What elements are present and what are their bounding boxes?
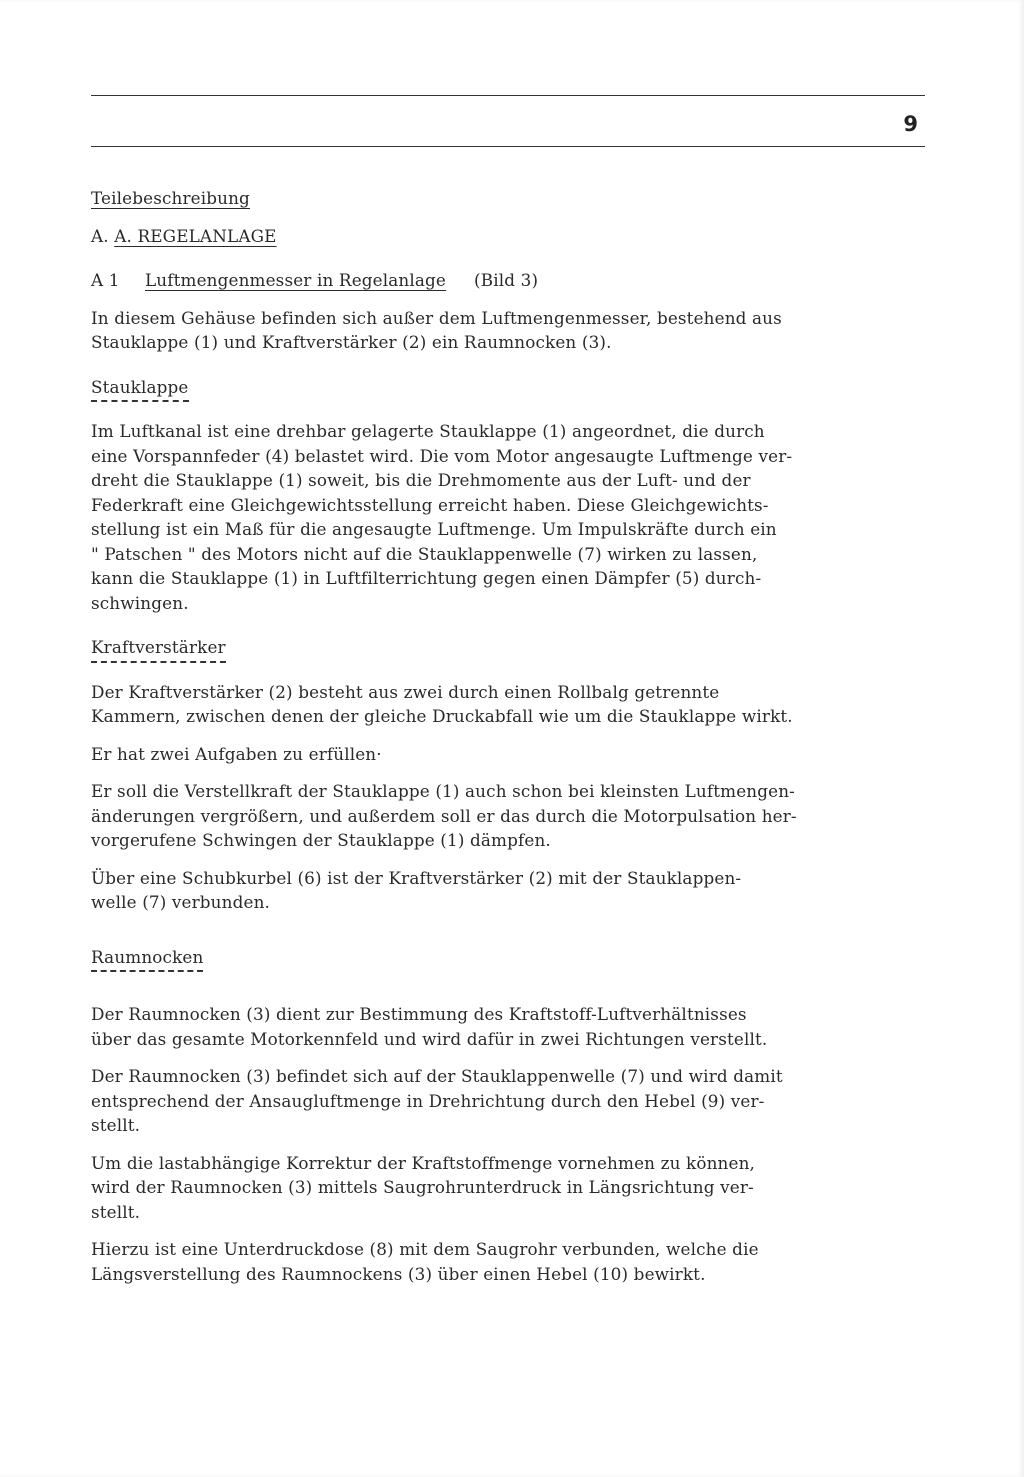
kraftverstaerker-paragraph-4: Über eine Schubkurbel (6) ist der Kraftverstärker (2) mit der Stauklappen- welle (7) verbunden.: [91, 867, 742, 912]
a1-title: Luftmengenmesser in Regelanlage: [145, 270, 447, 290]
raumnocken-heading: Raumnocken: [91, 945, 927, 973]
stauklappe-paragraph: Im Luftkanal ist eine drehbar gelagerte Stauklappe (1) angeordnet, die durch eine Vorspannfeder (4) belastet wird. Die vom Motor angesaugte Luftmenge ver- dreht die Stauklappe (1) soweit, bis die Drehmomente aus der Luft- und der Federkraft eine Gleichgewichtsstellung erreicht haben. Diese Gleichgewichts- stellung ist ein Maß für die angesaugte Luftmenge. Um Impulskräfte durch ein " Patschen " des Motors nicht auf die Stauklappenwelle (7) wirken zu lassen, kann die Stauklappe (1) in Luftfilterrichtung gegen einen Dämpfer (5) durch- schwingen.: [91, 421, 793, 613]
raumnocken-paragraph-4: Hierzu ist eine Unterdruckdose (8) mit dem Saugrohr verbunden, welche die Längsverstellung des Raumnockens (3) über einen Hebel (10) bewirkt.: [91, 1239, 759, 1284]
raumnocken-paragraph-1: Der Raumnocken (3) dient zur Bestimmung des Kraftstoff-Luftverhältnisses über das gesamte Motorkennfeld und wird dafür in zwei Richtungen verstellt.: [91, 1004, 768, 1049]
a1-heading: [91, 268, 927, 293]
section-heading: Teilebeschreibung: [91, 188, 250, 208]
a1-number: A 1: [91, 270, 120, 290]
header-rule-top: [91, 95, 925, 96]
raumnocken-paragraph-2: Der Raumnocken (3) befindet sich auf der Stauklappenwelle (7) und wird damit entsprechend der Ansaugluftmenge in Drehrichtung durch den Hebel (9) ver- stellt.: [91, 1066, 783, 1135]
stauklappe-heading: Stauklappe: [91, 375, 927, 403]
subsection-heading: A. A. REGELANLAGE: [91, 225, 277, 246]
page-number: 9: [903, 112, 918, 136]
kraftverstaerker-paragraph-2: Er hat zwei Aufgaben zu erfüllen·: [91, 743, 382, 764]
kraftverstaerker-paragraph-3: Er soll die Verstellkraft der Stauklappe (1) auch schon bei kleinsten Luftmengen- änderungen vergrößern, und außerdem soll er das durch die Motorpulsation her- vorgerufene Schwingen der Stauklappe (1) dämpfen.: [91, 781, 797, 850]
intro-paragraph: In diesem Gehäuse befinden sich außer dem Luftmengenmesser, bestehend aus Stauklappe (1) und Kraftverstärker (2) ein Raumnocken (3).: [91, 307, 782, 352]
document-body: [91, 186, 927, 1286]
header-rule-bottom: [91, 146, 925, 147]
kraftverstaerker-paragraph-1: Der Kraftverstärker (2) besteht aus zwei durch einen Rollbalg getrennte Kammern, zwischen denen der gleiche Druckabfall wie um die Stauklappe wirkt.: [91, 681, 793, 726]
a1-figure-ref: (Bild 3): [474, 270, 539, 290]
kraftverstaerker-heading: Kraftverstärker: [91, 635, 927, 663]
raumnocken-paragraph-3: Um die lastabhängige Korrektur der Kraftstoffmenge vornehmen zu können, wird der Raumnocken (3) mittels Saugrohrunterdruck in Längsrichtung ver- stellt.: [91, 1152, 756, 1222]
